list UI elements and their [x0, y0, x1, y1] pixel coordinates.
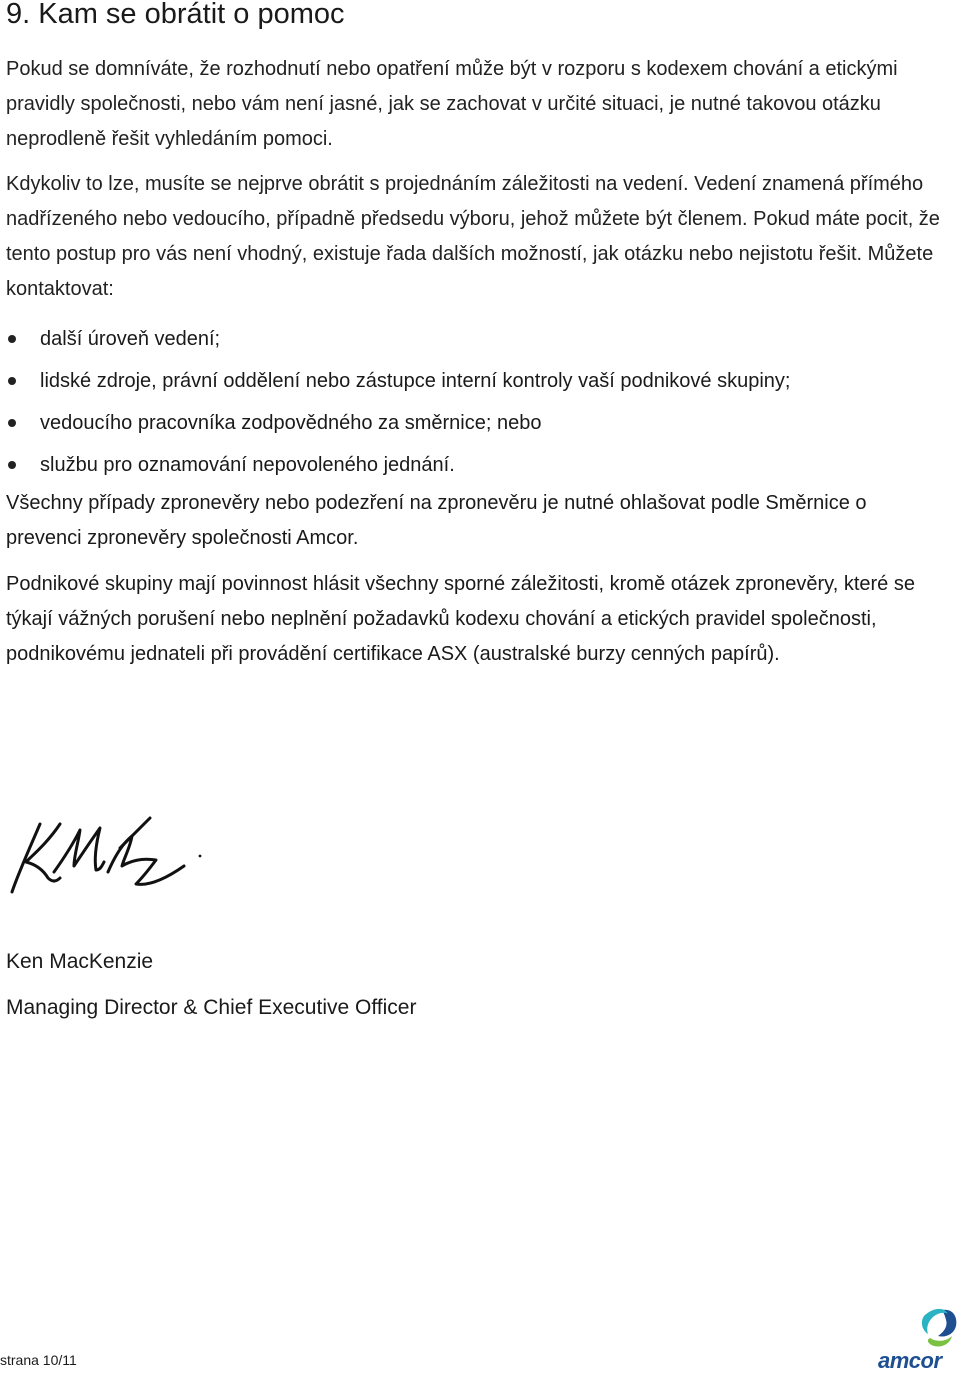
signer-title: Managing Director & Chief Executive Officer — [6, 996, 417, 1019]
list-item — [6, 402, 790, 444]
bullet-icon — [8, 377, 16, 385]
bullet-icon — [8, 335, 16, 343]
list-item — [6, 360, 790, 402]
list-item — [6, 444, 790, 486]
amcor-logo-mark — [922, 1309, 956, 1347]
list-item-text: vedoucího pracovníka zodpovědného za směrnice; nebo — [40, 412, 542, 434]
paragraph-group-reporting: Podnikové skupiny mají povinnost hlásit všechny sporné záležitosti, kromě otázek zpronevěry, které se týkají vážných porušení nebo neplnění požadavků kodexu chování a etických pravidel společnosti, podnikovému jednateli při provádění certifikace ASX (australské burzy cenných papírů). — [6, 573, 915, 665]
paragraph-seeking-help: Pokud se domníváte, že rozhodnutí nebo opatření může být v rozporu s kodexem chování a etickými pravidly společnosti, nebo vám není jasné, jak se zachovat v určité situaci, je nutné takovou otázku neprodleně řešit vyhledáním pomoci. — [6, 58, 898, 150]
paragraph-contact-management: Kdykoliv to lze, musíte se nejprve obrátit s projednáním záležitosti na vedení. Vedení znamená přímého nadřízeného nebo vedoucího, případně předsedu výboru, jehož můžete být členem. Pokud máte pocit, že tento postup pro vás není vhodný, existuje řada dalších možností, jak otázku nebo nejistotu řešit. Můžete kontaktovat: — [6, 173, 940, 300]
paragraph-fraud-reporting: Všechny případy zpronevěry nebo podezření na zpronevěru je nutné ohlašovat podle Směrnice o prevenci zpronevěry společnosti Amcor. — [6, 492, 867, 549]
bullet-icon — [8, 419, 16, 427]
signer-name: Ken MacKenzie — [6, 950, 154, 973]
list-item-text: lidské zdroje, právní oddělení nebo zástupce interní kontroly vaší podnikové skupiny; — [40, 370, 791, 392]
list-item-text: službu pro oznamování nepovoleného jednání. — [40, 454, 455, 476]
amcor-logo — [876, 1304, 958, 1372]
signature-image — [4, 808, 204, 898]
section-heading: 9. Kam se obrátit o pomoc — [6, 0, 345, 30]
page-number: strana 10/11 — [0, 1352, 77, 1368]
bullet-icon — [8, 461, 16, 469]
contact-options-list — [6, 318, 790, 486]
svg-text:amcor: amcor — [878, 1348, 942, 1372]
list-item-text: další úroveň vedení; — [40, 328, 221, 350]
list-item — [6, 318, 790, 360]
